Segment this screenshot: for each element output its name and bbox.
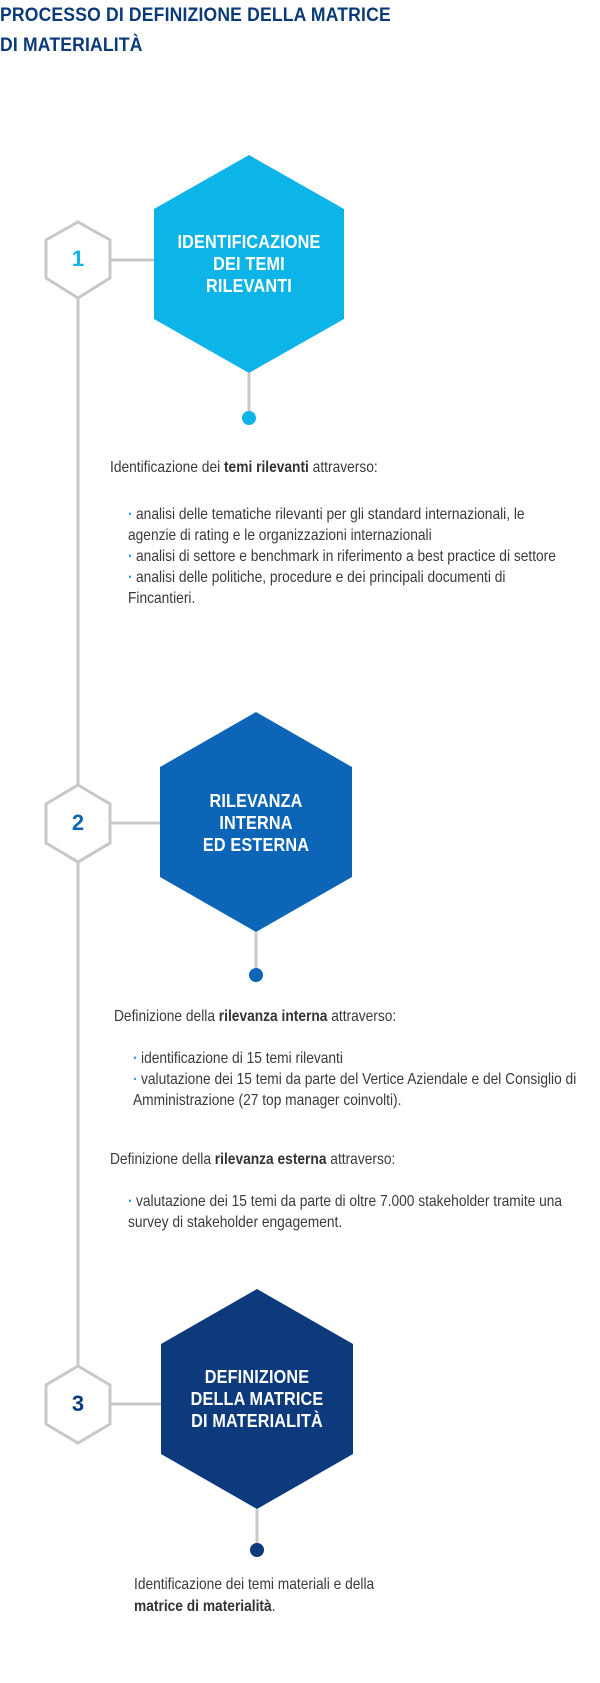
section1-bullet-1 — [128, 504, 575, 546]
section1-intro — [110, 458, 557, 478]
step-title-2 — [170, 790, 343, 856]
section2-internal-bullet-1 — [133, 1048, 580, 1069]
bullet-icon: · — [128, 569, 133, 586]
step-title-1-line-3: RILEVANTI — [206, 276, 292, 296]
section2-internal-bullets — [133, 1048, 580, 1111]
step-title-1-line-2: DEI TEMI — [213, 254, 285, 274]
section2-internal-bullet-1-text: identificazione di 15 temi rilevanti — [141, 1050, 343, 1067]
section1-bullet-2 — [128, 546, 575, 567]
section2-external-bullet-1-text: valutazione dei 15 temi da parte di oltre 7.000 stakeholder tramite una survey di stakeholder engagement. — [128, 1193, 563, 1231]
section1-intro-end: attraverso: — [308, 459, 378, 476]
bullet-icon: · — [128, 506, 133, 523]
section3-text — [134, 1574, 581, 1618]
stem-dot-1 — [242, 411, 256, 425]
section2-external-bullets — [128, 1191, 575, 1233]
bullet-icon: · — [128, 548, 133, 565]
section1-bullet-3 — [128, 567, 575, 609]
section2-external-end: attraverso: — [326, 1151, 396, 1168]
section2-internal-end: attraverso: — [327, 1008, 397, 1025]
step-title-2-line-2: INTERNA — [219, 813, 293, 833]
stem-dot-2 — [249, 968, 263, 982]
section2-internal-bullet-2 — [133, 1069, 580, 1111]
section2-external-bullet-1 — [128, 1191, 575, 1233]
section2-external-text: Definizione della — [110, 1151, 215, 1168]
section2-internal-intro — [114, 1007, 561, 1027]
section2-external-bold: rilevanza esterna — [214, 1151, 327, 1168]
step-title-2-line-1: RILEVANZA — [209, 791, 303, 811]
section3-bold: matrice di materialità — [134, 1598, 272, 1615]
step-title-1 — [164, 231, 335, 297]
section2-external-intro — [110, 1150, 557, 1170]
section1-intro-bold: temi rilevanti — [223, 459, 309, 476]
step-title-3-line-1: DEFINIZIONE — [204, 1367, 310, 1387]
title-line-2: DI MATERIALITÀ — [0, 34, 143, 56]
bullet-icon: · — [133, 1050, 138, 1067]
section3-line-1: Identificazione dei temi materiali e della — [134, 1576, 375, 1593]
step-number-2: 2 — [71, 810, 85, 835]
section1-intro-text: Identificazione dei — [110, 459, 224, 476]
step-title-3-line-3: DI MATERIALITÀ — [191, 1411, 323, 1431]
section3-line-2 — [134, 1596, 581, 1618]
step-number-3: 3 — [71, 1391, 85, 1416]
section1-bullet-3-text: analisi delle politiche, procedure e dei principali documenti di Fincantieri. — [128, 569, 506, 607]
step-title-3 — [171, 1366, 344, 1432]
section3-end: . — [271, 1598, 276, 1615]
bullet-icon: · — [133, 1071, 138, 1088]
step-title-1-line-1: IDENTIFICAZIONE — [177, 232, 321, 252]
section2-internal-bold: rilevanza interna — [218, 1008, 328, 1025]
bullet-icon: · — [128, 1193, 133, 1210]
section1-bullet-list — [128, 504, 575, 609]
step-title-3-line-2: DELLA MATRICE — [190, 1389, 324, 1409]
section2-internal-text: Definizione della — [114, 1008, 219, 1025]
step-title-2-line-3: ED ESTERNA — [202, 835, 310, 855]
section2-internal-bullet-2-text: valutazione dei 15 temi da parte del Vertice Aziendale e del Consiglio di Amministrazione (27 top manager coinvolti). — [133, 1071, 577, 1109]
section1-bullet-1-text: analisi delle tematiche rilevanti per gli standard internazionali, le agenzie di rating e le organizzazioni internazionali — [128, 506, 525, 544]
step-number-1: 1 — [71, 246, 85, 271]
title-line-1: PROCESSO DI DEFINIZIONE DELLA MATRICE — [0, 4, 391, 26]
section1-bullet-2-text: analisi di settore e benchmark in riferimento a best practice di settore — [136, 548, 556, 565]
stem-dot-3 — [250, 1543, 264, 1557]
